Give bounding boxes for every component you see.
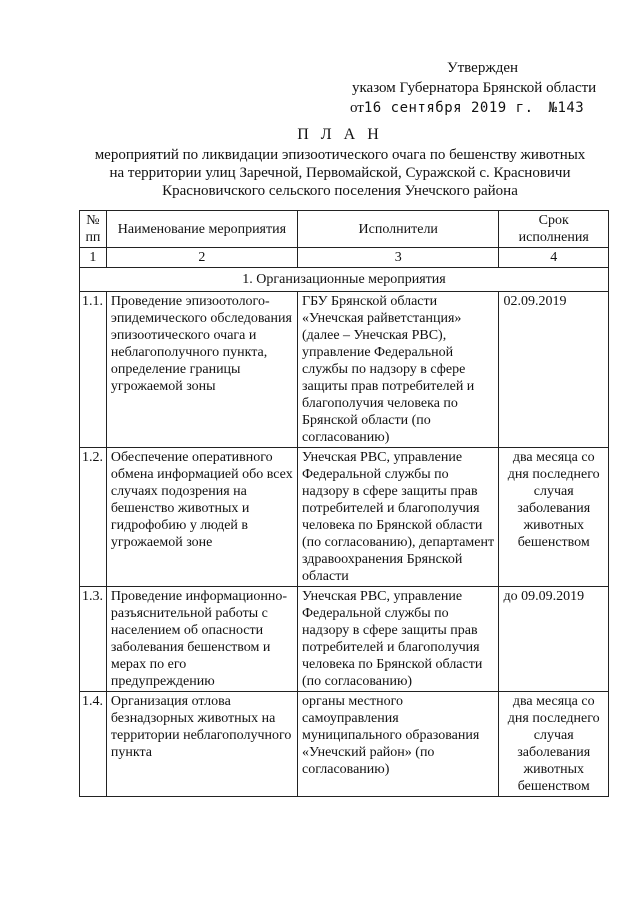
row-term: два месяца со дня последнего случая заболевания животных бешенством <box>499 692 609 797</box>
approval-decree: указом Губернатора Брянской области <box>352 80 597 96</box>
row-term: два месяца со дня последнего случая заболевания животных бешенством <box>499 448 609 587</box>
row-term: до 09.09.2019 <box>499 587 609 692</box>
row-num: 1.4. <box>80 692 107 797</box>
header-exec: Исполнители <box>298 211 499 248</box>
table-header-row <box>80 211 609 248</box>
row-exec: органы местного самоуправления муниципального образования «Унечский район» (по согласованию) <box>298 692 499 797</box>
table-row <box>80 587 609 692</box>
header-num: № пп <box>80 211 107 248</box>
table-row <box>80 692 609 797</box>
row-name: Проведение эпизоотолого-эпидемического обследования эпизоотического очага и неблагополучного пункта, определение границы угрожаемой зоны <box>106 292 297 448</box>
row-name: Организация отлова безнадзорных животных на территории неблагополучного пункта <box>106 692 297 797</box>
plan-table <box>79 210 609 797</box>
row-exec: Унечская РВС, управление Федеральной службы по надзору в сфере защиты прав потребителей и благополучия человека по Брянской области (по согласованию), департамент здравоохранения Брянской области <box>298 448 499 587</box>
header-name: Наименование мероприятия <box>106 211 297 248</box>
row-num: 1.3. <box>80 587 107 692</box>
plan-title <box>60 126 620 200</box>
section-title: 1. Организационные мероприятия <box>80 268 609 292</box>
index-cell: 3 <box>298 248 499 268</box>
index-cell: 1 <box>80 248 107 268</box>
table-row <box>80 292 609 448</box>
approval-block <box>350 58 610 118</box>
table-row <box>80 448 609 587</box>
plan-heading: П Л А Н <box>297 126 383 143</box>
plan-subtitle-line2: на территории улиц Заречной, Первомайской, Суражской с. Красновичи <box>109 165 571 181</box>
row-num: 1.2. <box>80 448 107 587</box>
approval-date-line <box>350 98 610 118</box>
section-row <box>80 268 609 292</box>
header-term: Срок исполнения <box>499 211 609 248</box>
index-cell: 2 <box>106 248 297 268</box>
index-cell: 4 <box>499 248 609 268</box>
approval-date-prefix: от <box>350 100 364 116</box>
row-exec: Унечская РВС, управление Федеральной службы по надзору в сфере защиты прав потребителей и благополучия человека по Брянской области (по согласованию) <box>298 587 499 692</box>
row-name: Обеспечение оперативного обмена информацией обо всех случаях подозрения на бешенство животных и гидрофобию у людей в угрожаемой зоне <box>106 448 297 587</box>
table-index-row <box>80 248 609 268</box>
approval-number: №143 <box>548 100 585 116</box>
row-num: 1.1. <box>80 292 107 448</box>
row-term: 02.09.2019 <box>499 292 609 448</box>
approval-title: Утвержден <box>447 60 519 76</box>
approval-date: 16 сентября 2019 г. <box>363 100 534 116</box>
row-exec: ГБУ Брянской области «Унечская райветстанция» (далее – Унечская РВС), управление Федеральной службы по надзору в сфере защиты прав потребителей и благополучия человека по Брянской области (по согласованию) <box>298 292 499 448</box>
row-name: Проведение информационно-разъяснительной работы с населением об опасности заболевания бешенством и мерах по его предупреждению <box>106 587 297 692</box>
plan-subtitle-line1: мероприятий по ликвидации эпизоотического очага по бешенству животных <box>94 147 586 163</box>
plan-subtitle-line3: Красновичского сельского поселения Унечского района <box>162 183 518 199</box>
